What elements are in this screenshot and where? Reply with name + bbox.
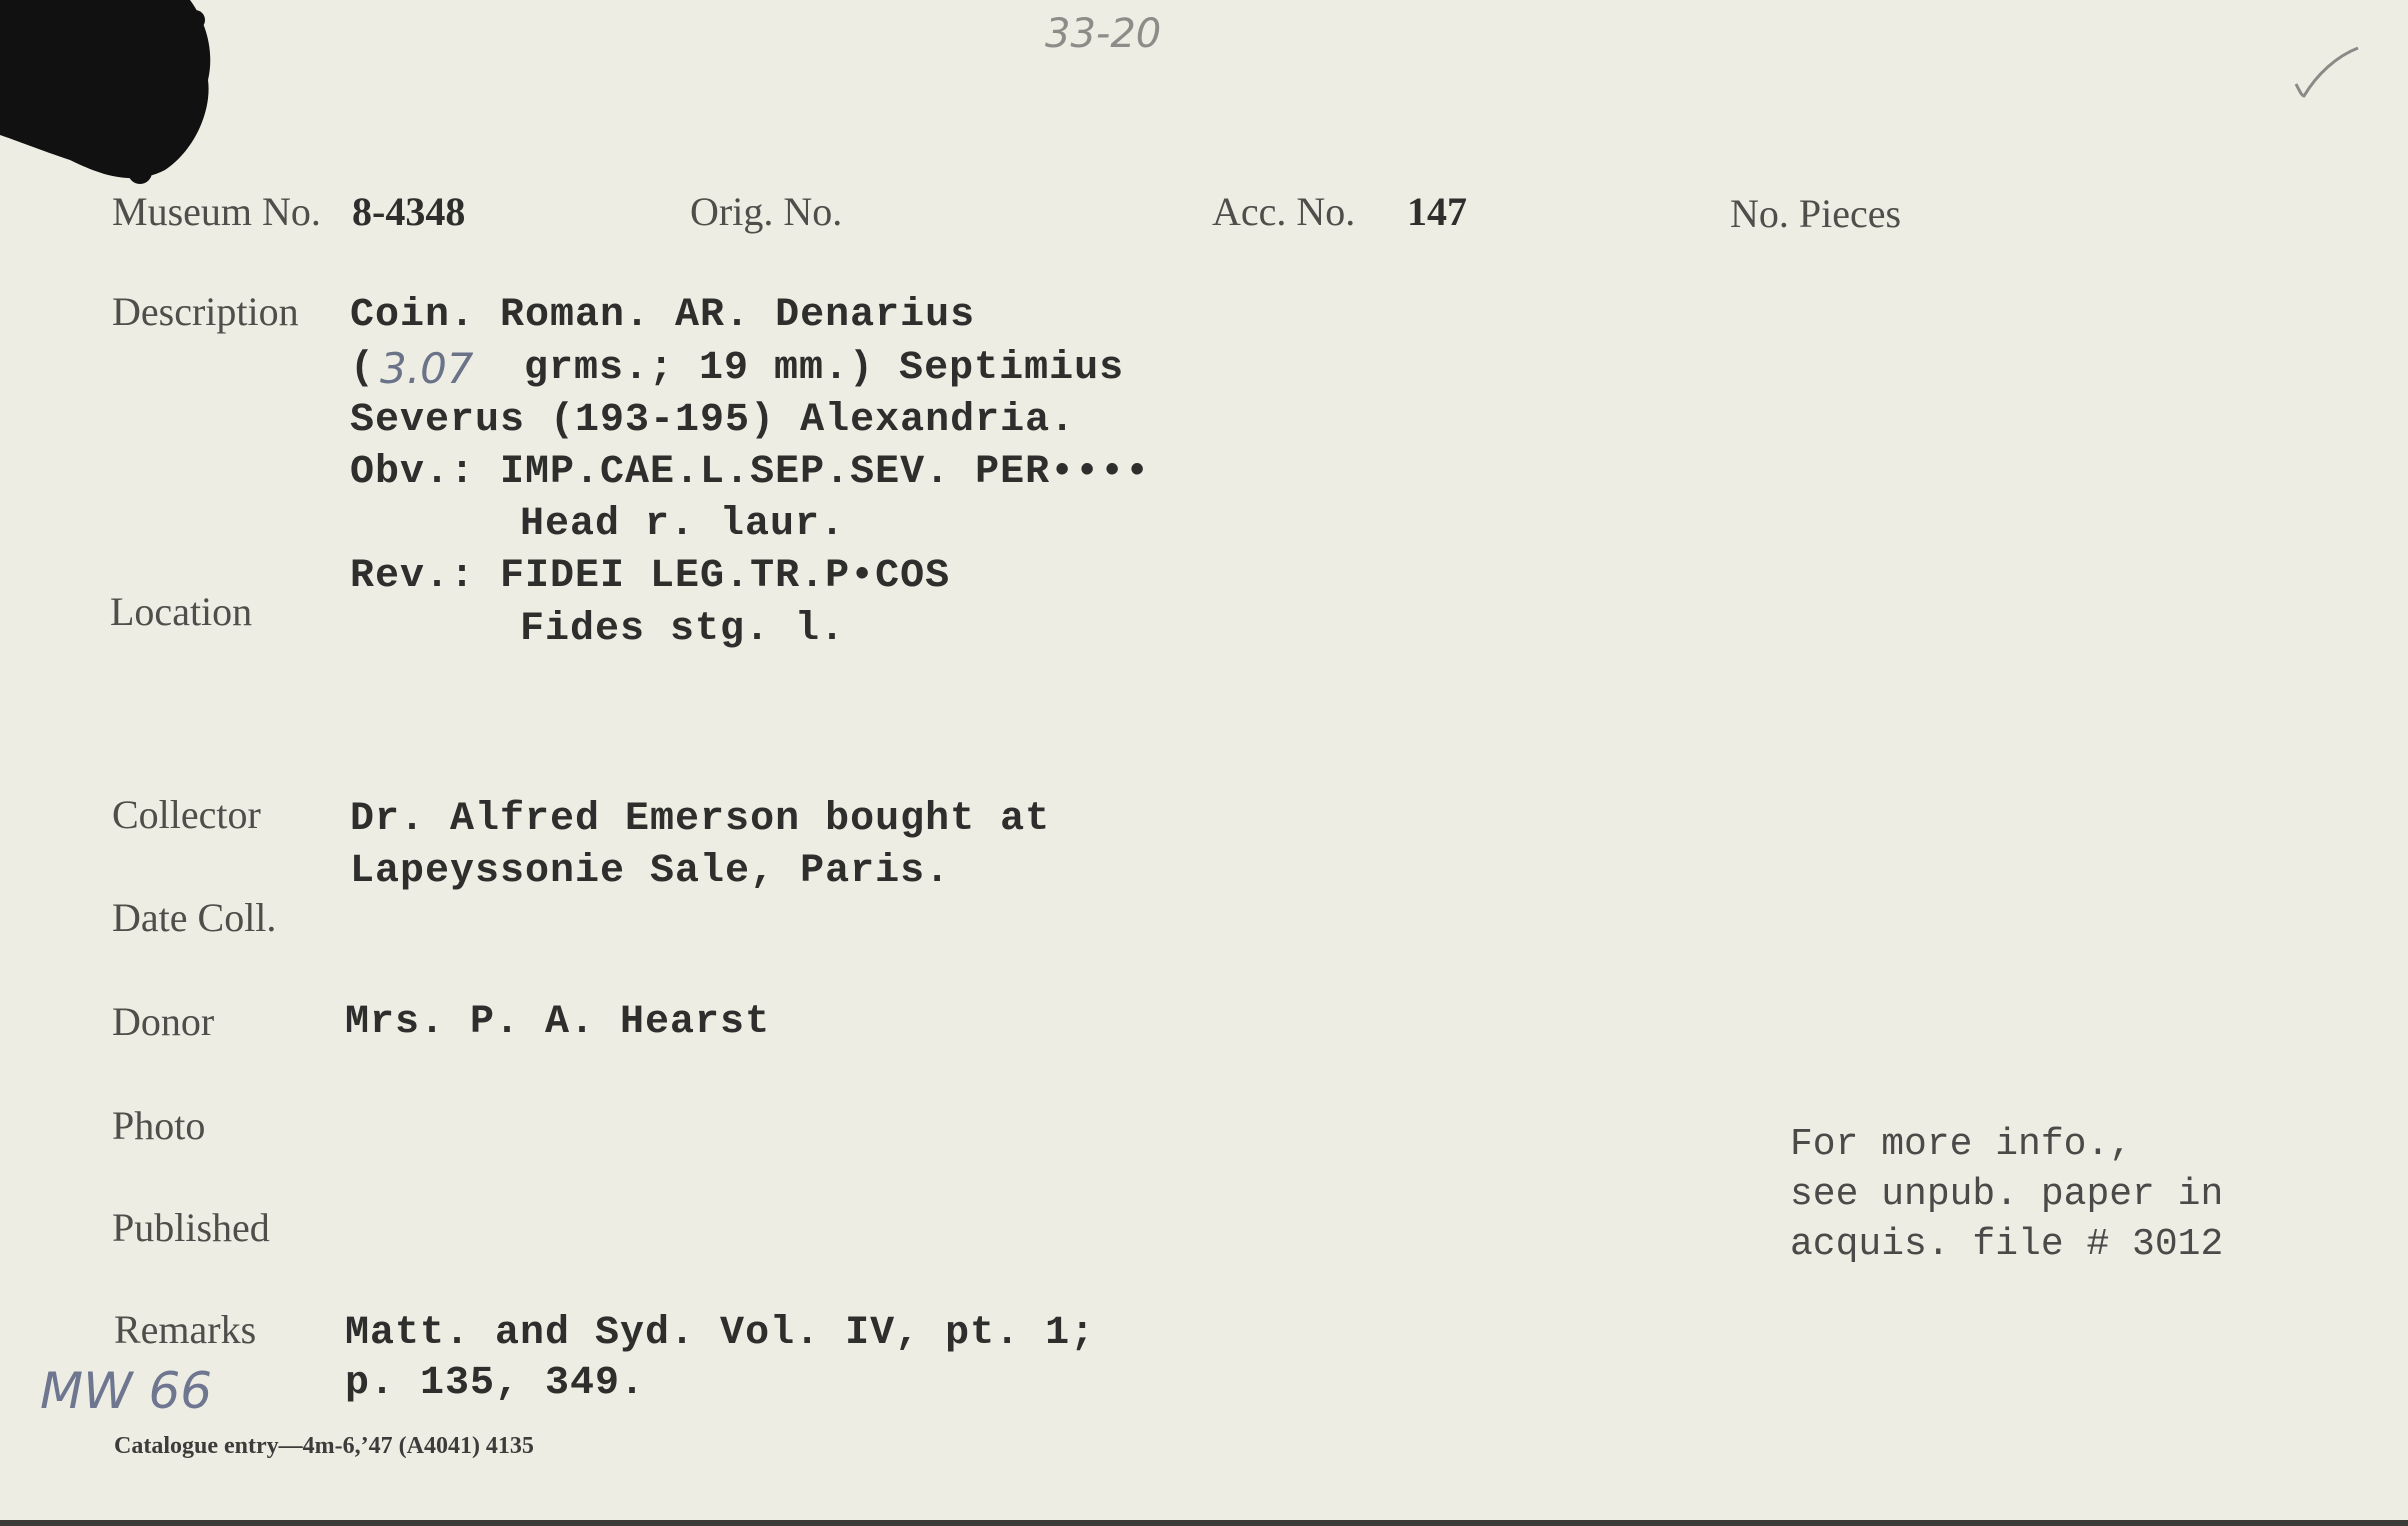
side-note-line-3: acquis. file # 3012 [1790, 1223, 2224, 1266]
description-label: Description [112, 289, 299, 334]
photo-label: Photo [112, 1103, 206, 1148]
description-line-7: Fides stg. l. [520, 607, 846, 652]
side-note-line-1: For more info., [1790, 1123, 2133, 1166]
acc-no-value: 147 [1407, 189, 1467, 234]
collector-label: Collector [112, 792, 261, 837]
museum-no-label: Museum No. [112, 189, 321, 234]
top-pencil-annotation: 33-20 [1045, 11, 1162, 57]
side-note-line-2: see unpub. paper in [1790, 1173, 2224, 1216]
description-line-2-open: ( [350, 346, 376, 391]
ink-blot-mark [0, 0, 230, 190]
published-label: Published [112, 1205, 270, 1250]
description-line-3: Severus (193-195) Alexandria. [350, 398, 1076, 443]
date-coll-label: Date Coll. [112, 895, 277, 940]
description-line-1: Coin. Roman. AR. Denarius [350, 293, 976, 338]
description-line-6: Rev.: FIDEI LEG.TR.P•COS [350, 554, 951, 599]
no-pieces-label: No. Pieces [1730, 191, 1902, 236]
museum-no-value: 8-4348 [352, 189, 466, 234]
description-line-2: grms.; 19 mm.) Septimius [524, 346, 1125, 391]
collector-line-2: Lapeyssonie Sale, Paris. [350, 849, 951, 894]
location-label: Location [110, 589, 253, 634]
acc-no-label: Acc. No. [1212, 189, 1356, 234]
description-line-4: Obv.: IMP.CAE.L.SEP.SEV. PER•••• [350, 450, 1151, 495]
collector-line-1: Dr. Alfred Emerson bought at [350, 797, 1051, 842]
description-line-5: Head r. laur. [520, 502, 846, 547]
remarks-line-2: p. 135, 349. [345, 1361, 646, 1406]
remarks-label: Remarks [114, 1307, 257, 1352]
orig-no-label: Orig. No. [690, 189, 843, 234]
check-mark-icon [2292, 44, 2362, 104]
margin-handwritten-annotation: MW 66 [40, 1362, 213, 1420]
donor-value: Mrs. P. A. Hearst [345, 1000, 771, 1045]
weight-handwritten: 3.07 [380, 344, 474, 393]
catalogue-footer: Catalogue entry—4m-6,’47 (A4041) 4135 [114, 1433, 534, 1459]
remarks-line-1: Matt. and Syd. Vol. IV, pt. 1; [345, 1311, 1096, 1356]
donor-label: Donor [112, 999, 215, 1044]
